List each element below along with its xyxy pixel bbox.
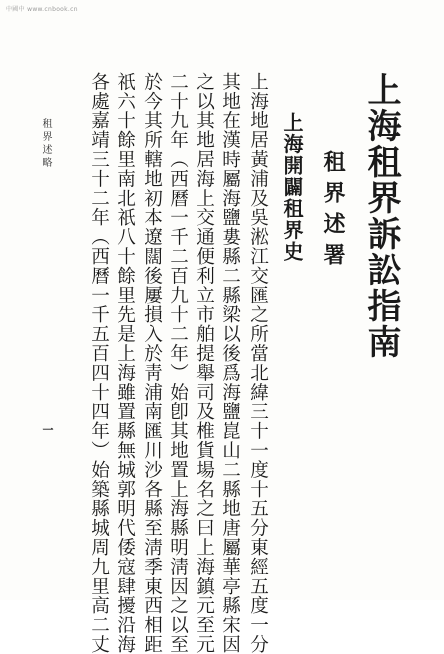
body-column-2: 其地在漢時屬海鹽婁縣二縣梁以後爲海鹽崑山二縣地唐屬華亭縣宋因 bbox=[219, 72, 241, 654]
watermark-text: 中國中 www.cnbook.cn bbox=[6, 6, 78, 13]
body-column-4: 二十九年（西曆一千二百九十二年）始卽其地置上海縣明淸因之以至 bbox=[167, 72, 189, 654]
author-line: 租界述署 bbox=[320, 150, 346, 274]
body-column-1: 上海地居黃浦及吳淞江交匯之所當北緯三十一度十五分東經五度一分 bbox=[247, 72, 269, 654]
body-column-6: 祇六十餘里南北祇八十餘里先是上海雖置縣無城郭明代倭寇肆擾沿海 bbox=[114, 72, 136, 654]
section-heading: 上海開闢租界史 bbox=[280, 112, 304, 263]
body-column-3: 之以其地居海上交通便利立市舶提舉司及椎貨場名之曰上海鎮元至元 bbox=[193, 72, 215, 654]
page-number: 一 bbox=[41, 424, 54, 435]
running-head: 租界述略 bbox=[40, 118, 51, 170]
body-column-5: 於今其所轄地初本遼闊後屢損入於靑浦南匯川沙各縣至淸季東西相距 bbox=[141, 72, 163, 654]
body-column-7: 各處嘉靖三十二年（西曆一千五百四十四年）始築縣城周九里高二丈 bbox=[88, 72, 110, 654]
book-title: 上海租界訴訟指南 bbox=[361, 72, 401, 360]
